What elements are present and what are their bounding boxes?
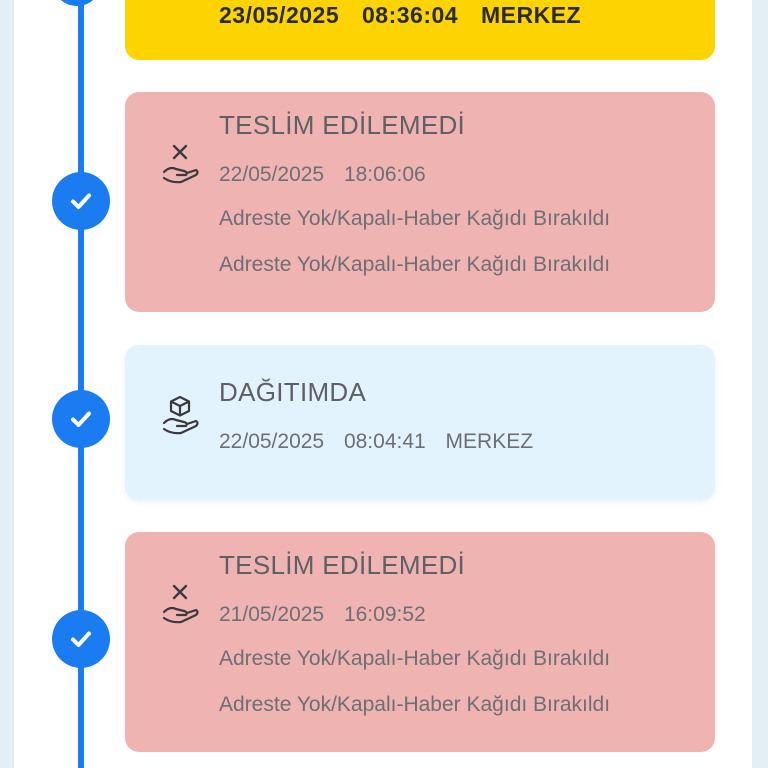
hand-package-icon — [161, 393, 203, 439]
event-time: 08:04:41 — [343, 430, 426, 453]
hand-x-icon — [161, 582, 203, 628]
event-location: MERKEZ — [445, 430, 534, 453]
event-meta — [219, 430, 695, 454]
timeline-node-completed — [52, 610, 110, 668]
event-date: 22/05/2025 — [219, 430, 325, 453]
timeline-node-completed — [52, 390, 110, 448]
event-time: 18:06:06 — [343, 163, 426, 186]
hand-x-icon — [161, 142, 203, 188]
event-time: 08:36:04 — [362, 2, 459, 28]
event-detail: Adreste Yok/Kapalı-Haber Kağıdı Bırakıldı — [219, 693, 611, 716]
check-icon — [66, 624, 96, 654]
event-meta — [219, 163, 695, 187]
event-date: 22/05/2025 — [219, 163, 325, 186]
check-icon — [66, 404, 96, 434]
event-date: 21/05/2025 — [219, 603, 325, 626]
event-meta — [219, 2, 597, 29]
event-date: 23/05/2025 — [219, 2, 340, 28]
check-icon — [66, 186, 96, 216]
event-detail: Adreste Yok/Kapalı-Haber Kağıdı Bırakıldı — [219, 647, 611, 670]
event-status: DAĞITIMDA — [219, 377, 367, 407]
event-detail: Adreste Yok/Kapalı-Haber Kağıdı Bırakıldı — [219, 253, 611, 276]
event-detail: Adreste Yok/Kapalı-Haber Kağıdı Bırakıldı — [219, 207, 611, 230]
event-card-not-delivered[interactable] — [125, 92, 715, 312]
event-card-out-for-delivery[interactable] — [125, 345, 715, 500]
event-card-current[interactable] — [125, 0, 715, 60]
event-card-not-delivered[interactable] — [125, 532, 715, 752]
event-status: TESLİM EDİLEMEDİ — [219, 110, 466, 140]
event-location: MERKEZ — [480, 2, 582, 28]
event-status: TESLİM EDİLEMEDİ — [219, 550, 466, 580]
timeline-node-completed — [52, 172, 110, 230]
event-time: 16:09:52 — [343, 603, 426, 626]
event-meta — [219, 603, 695, 627]
